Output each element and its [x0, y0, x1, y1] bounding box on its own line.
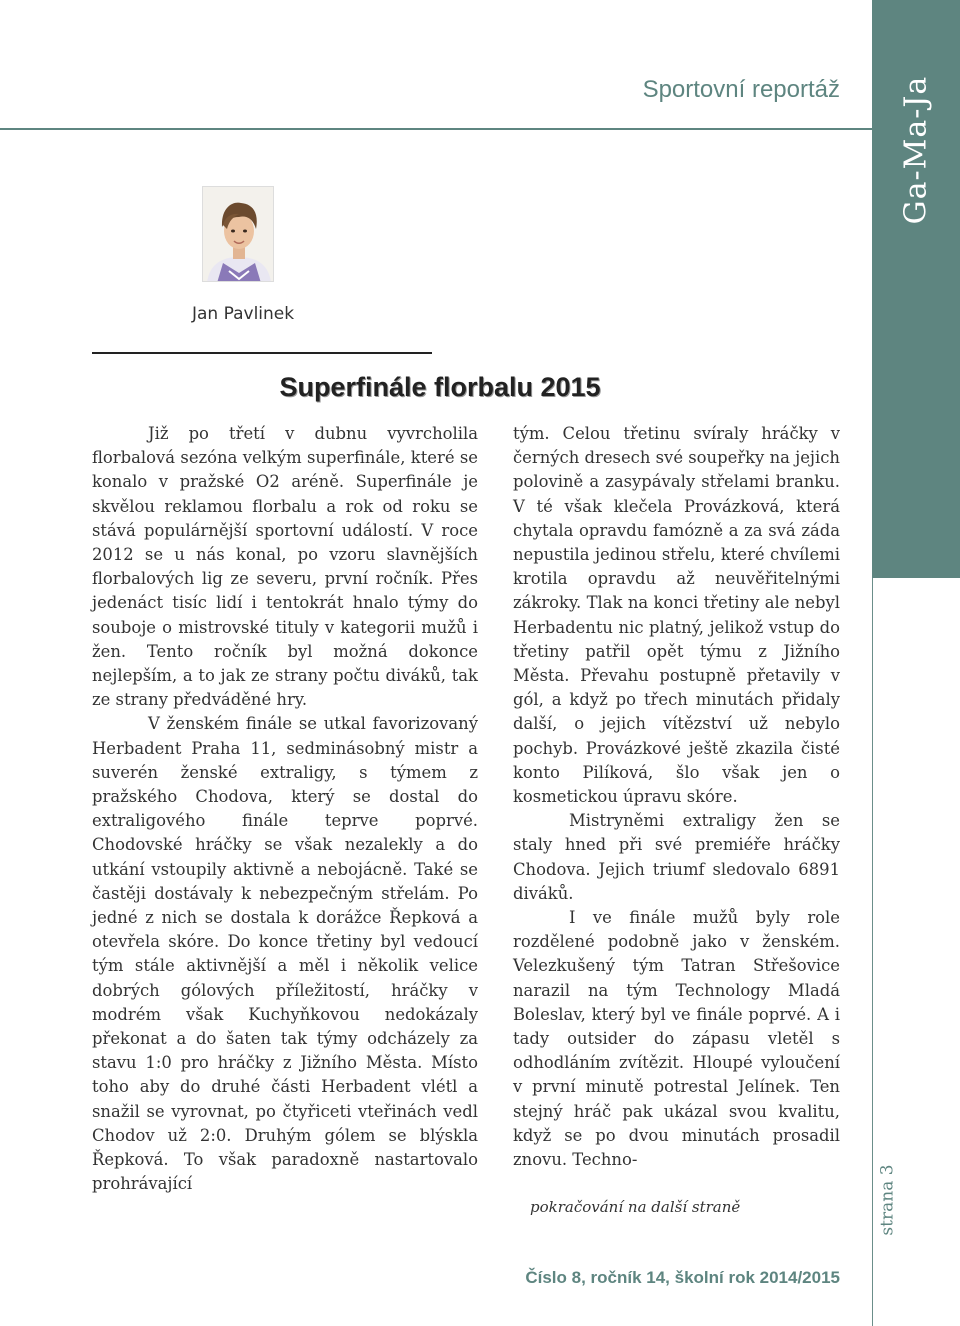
- article-right-column: [513, 422, 840, 1172]
- sidebar-title: [872, 0, 960, 578]
- section-header: Sportovní reportáž: [642, 76, 840, 103]
- continued-note: pokračování na další straně: [530, 1198, 741, 1216]
- sidebar-title-text: Ga-Ma-Ja: [898, 75, 934, 225]
- left-paragraph: V ženském finále se utkal favorizovaný Herbadent Praha 11, sedminásobný mistr a suverén ženské extraligy, s týmem z pražského Chodova, který se dostal do extraligového finále teprve poprvé. Chodovské hráčky se však nezalekly a do utkání vstoupily aktivně a nebojácně. Také se častěji dostávaly k nebezpečným střelám. Po jedné z nich se dostala k dorážce Řepková a otevřela skóre. Do konce třetiny byl vedoucí tým stále aktivnější a měl i několik velice dobrých gólových příležitostí, hráčky v modrém však Kuchyňkovou nedokázaly překonat a do šaten tak týmy odcházely za stavu 1:0 pro hráčky z Jižního Města. Místo toho aby do druhé části Herbadent vlétl a snažil se vyrovnat, po čtyřiceti vteřinách vedl Chodov už 2:0. Druhým gólem se blýskla Řepková. To však paradoxně nastartovalo prohrávající: [92, 714, 478, 1194]
- article-left-column: [92, 422, 478, 1197]
- header-rule: [0, 128, 872, 130]
- article-title: Superfinále florbalu 2015: [279, 372, 601, 402]
- right-paragraph: Mistryněmi extraligy žen se staly hned při své premiéře hráčky Chodova. Jejich triumf sledovalo 6891 diváků.: [513, 811, 840, 903]
- issue-footer: Číslo 8, ročník 14, školní rok 2014/2015: [525, 1268, 840, 1287]
- left-paragraph: Již po třetí v dubnu vyvrcholila florbalová sezóna velkým superfinále, které se konalo v pražské O2 aréně. Superfinále je skvělou reklamou florbalu a rok od roku se stává populárnější sportovní událostí. V roce 2012 se u nás konal, po vzoru slavnějších florbalových lig ze severu, první ročník. Přes jedenáct tisíc lidí i tentokrát hnalo týmy do souboje o mistrovské tituly v kategorii mužů i žen. Tento ročník byl možná dokonce nejlepším, a to jak ze strany počtu diváků, tak ze strany předváděné hry.: [92, 424, 478, 710]
- right-paragraph: I ve finále mužů byly role rozdělené podobně jako v ženském. Velezkušený tým Tatran Střešovice narazil na tým Technology Mladá Boleslav, který byl ve finále poprvé. A i tady outsider do zápasu vletěl s odhodláním zvítězit. Hloupé vyloučení v první minutě potrestal Jelínek. Ten stejný hráč pak ukázal svou kvalitu, když se po dvou minutách prosadil znovu. Techno-: [513, 908, 840, 1170]
- right-paragraph: tým. Celou třetinu svíraly hráčky v černých dresech své soupeřky na jejich polovině a zasypávaly střelami branku. V té však klečela Provázková, která chytala opravdu famózně a za svá záda nepustila jedinou střelu, které chvílemi krotila opravdu až neuvěřitelnými zákroky. Tlak na konci třetiny ale nebyl Herbadentu nic platný, jelikož vstup do třetiny patřil opět týmu z Jižního Města. Převahu postupně přetavily v gól, a když po třech minutách přidaly další, o jejich vítězství už nebylo pochyb. Provázkové ještě zkazila čisté konto Pilíková, šlo však jen o kosmetickou úpravu skóre.: [513, 424, 840, 807]
- portrait-photo: [202, 186, 274, 282]
- photo-caption: Jan Pavlinek: [192, 304, 295, 324]
- caption-rule: [92, 352, 432, 354]
- portrait-image: [203, 187, 274, 282]
- page-number: [868, 1164, 908, 1236]
- page-number-text: strana 3: [878, 1164, 898, 1236]
